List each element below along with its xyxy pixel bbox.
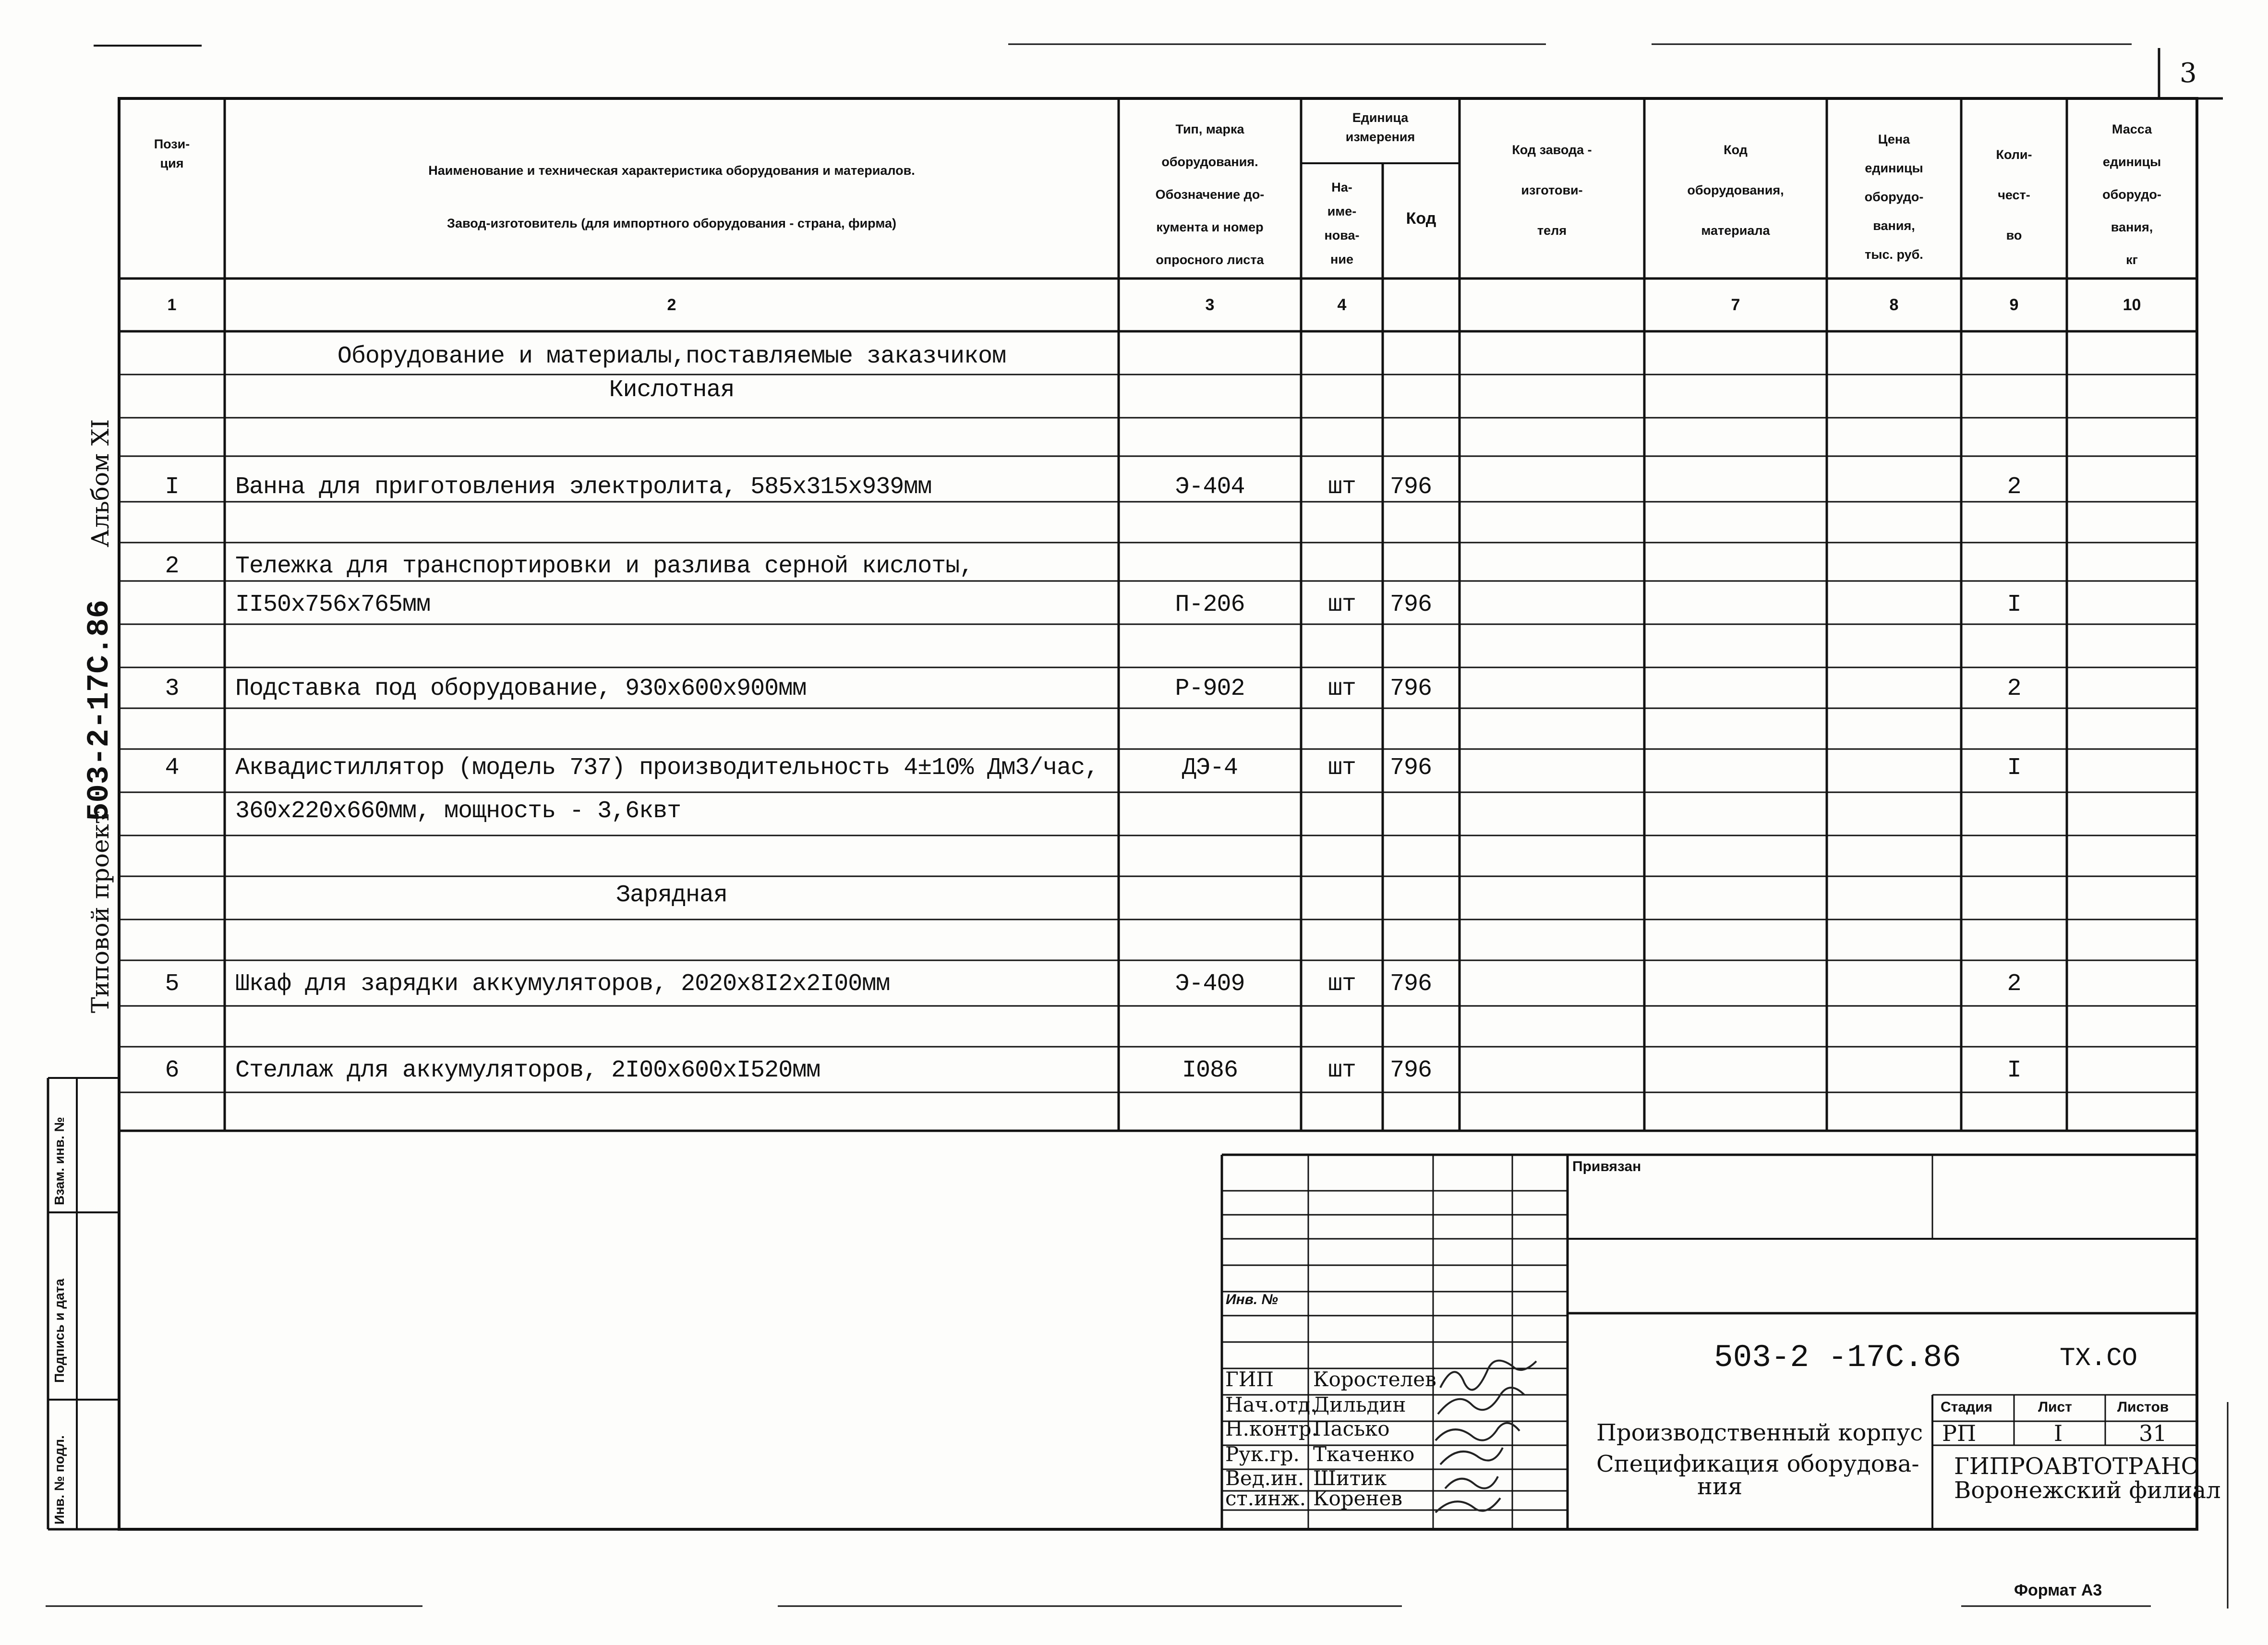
row-position: 3 — [165, 675, 179, 702]
row-quantity: 2 — [2007, 473, 2021, 501]
row-name: Аквадистиллятор (модель 737) производительность 4±10% Дм3/час, — [235, 754, 1099, 782]
organization-name: ГИПРОАВТОТРАНС — [1954, 1453, 2199, 1480]
row-unit: шт — [1327, 1057, 1356, 1084]
privyazan-label: Привязан — [1572, 1159, 1641, 1174]
object-name: Производственный корпус — [1596, 1419, 1923, 1446]
stage-label: Стадия — [1941, 1399, 1993, 1415]
row-name: Стеллаж для аккумуляторов, 2I00x600xI520мм — [235, 1057, 820, 1084]
organization-branch: Воронежский филиал — [1954, 1477, 2221, 1504]
signatures — [1436, 1361, 1536, 1512]
row-position: 5 — [165, 970, 179, 998]
row-unit: шт — [1327, 473, 1356, 501]
row-unit: шт — [1327, 675, 1356, 702]
row-unit: шт — [1327, 754, 1356, 782]
row-quantity: 2 — [2007, 675, 2021, 702]
document-designation: 503-2 -17С.86 — [1714, 1340, 1961, 1376]
sheet-label: Лист — [2038, 1399, 2072, 1415]
column-number: 9 — [2009, 296, 2019, 314]
row-unit: шт — [1327, 591, 1356, 618]
row-name: Ванна для приготовления электролита, 585x315x939мм — [235, 473, 932, 501]
staff-role: ст.инж. — [1225, 1487, 1306, 1510]
staff-role: ГИП — [1225, 1367, 1274, 1391]
document-designation-suffix: ТХ.СО — [2060, 1344, 2138, 1373]
header-plant-code: Код завода - изготови- теля — [1512, 143, 1592, 238]
column-number: 8 — [1889, 296, 1899, 314]
document-name-line2: ния — [1697, 1473, 1743, 1500]
row-position: 2 — [165, 553, 179, 580]
staff-name: Пасько — [1313, 1417, 1390, 1440]
staff-name: Ткаченко — [1313, 1442, 1415, 1466]
header-unit-name: На- име- нова- ние — [1324, 180, 1360, 266]
header-equipment-code: Код оборудования, материала — [1687, 143, 1784, 238]
column-number: 1 — [167, 296, 177, 314]
row-quantity: 2 — [2007, 970, 2021, 998]
sheet-number: 3 — [2180, 58, 2197, 89]
row-type: Э-409 — [1175, 970, 1245, 998]
stamp-label-original-inv: Инв. № подл. — [52, 1435, 67, 1524]
header-mass: Масса единицы оборудо- вания, кг — [2102, 122, 2161, 267]
row-quantity: I — [2007, 754, 2021, 782]
row-name: Подставка под оборудование, 930x600x900мм — [235, 675, 807, 702]
row-name: 360x220x660мм, мощность - 3,6квт — [235, 798, 681, 825]
row-unit: шт — [1327, 970, 1356, 998]
column-number: 10 — [2123, 296, 2141, 314]
stage-value: РП — [1942, 1420, 1977, 1446]
row-name: II50x756x765мм — [235, 591, 431, 618]
row-quantity: I — [2007, 591, 2021, 618]
row-type: ДЭ-4 — [1182, 754, 1238, 782]
row-type: П-206 — [1175, 591, 1245, 618]
document-name-line1: Спецификация оборудова- — [1596, 1451, 1919, 1477]
column-number: 2 — [667, 296, 676, 314]
row-position: 4 — [165, 754, 179, 782]
stamp-label-signature-date: Подпись и дата — [52, 1279, 67, 1383]
row-unit-code: 796 — [1390, 1057, 1432, 1084]
header-unit-code: Код — [1406, 209, 1436, 228]
row-name: Шкаф для зарядки аккумуляторов, 2020x8I2x2I00мм — [235, 970, 890, 998]
row-unit-code: 796 — [1390, 591, 1432, 618]
album-label: Альбом XI — [86, 419, 114, 547]
row-section-title: Оборудование и материалы,поставляемые заказчиком — [337, 343, 1006, 370]
row-quantity: I — [2007, 1057, 2021, 1084]
project-code-vertical: 503-2-17С.86 — [83, 600, 117, 821]
stamp-label-replaced-inv: Взам. инв. № — [52, 1117, 67, 1205]
row-type: Э-404 — [1175, 473, 1245, 501]
sheets-value: 31 — [2139, 1420, 2167, 1446]
staff-name: Шитик — [1313, 1466, 1387, 1490]
column-number: 7 — [1731, 296, 1740, 314]
header-position: Пози- ция — [154, 137, 190, 170]
staff-name: Дильдин — [1313, 1393, 1406, 1416]
inv-no-label: Инв. № — [1226, 1292, 1278, 1307]
column-number: 3 — [1205, 296, 1215, 314]
header-unit-group: Единица измерения — [1345, 110, 1415, 144]
staff-role: Вед.ин. — [1225, 1466, 1304, 1490]
header-name: Наименование и техническая характеристика оборудования и материалов. Завод-изготовитель (для импортного оборудования - страна, фирма) — [428, 163, 915, 230]
sheets-label: Листов — [2117, 1399, 2169, 1415]
staff-name: Коренев — [1313, 1487, 1403, 1510]
staff-role: Нач.отд. — [1225, 1393, 1317, 1416]
format-label: Формат А3 — [2014, 1581, 2102, 1599]
row-position: 6 — [165, 1057, 179, 1084]
staff-role: Н.контр. — [1225, 1417, 1318, 1440]
row-position: I — [165, 473, 179, 501]
row-type: Р-902 — [1175, 675, 1245, 702]
row-type: I086 — [1182, 1057, 1238, 1084]
row-name: Тележка для транспортировки и разлива серной кислоты, — [235, 553, 974, 580]
staff-role: Рук.гр. — [1225, 1442, 1300, 1466]
row-unit-code: 796 — [1390, 754, 1432, 782]
project-label: Типовой проект — [86, 810, 114, 1013]
row-unit-code: 796 — [1390, 970, 1432, 998]
row-unit-code: 796 — [1390, 675, 1432, 702]
sheet-value: I — [2054, 1420, 2063, 1446]
row-unit-code: 796 — [1390, 473, 1432, 501]
column-number: 4 — [1337, 296, 1347, 314]
staff-name: Коростелев — [1313, 1367, 1436, 1391]
header-price: Цена единицы оборудо- вания, тыс. руб. — [1864, 132, 1924, 262]
header-quantity: Коли- чест- во — [1996, 147, 2032, 242]
header-type: Тип, марка оборудования. Обозначение до- кумента и номер опросного листа — [1155, 122, 1265, 267]
row-section-title: Зарядная — [615, 882, 728, 909]
row-section-title: Кислотная — [609, 376, 735, 404]
